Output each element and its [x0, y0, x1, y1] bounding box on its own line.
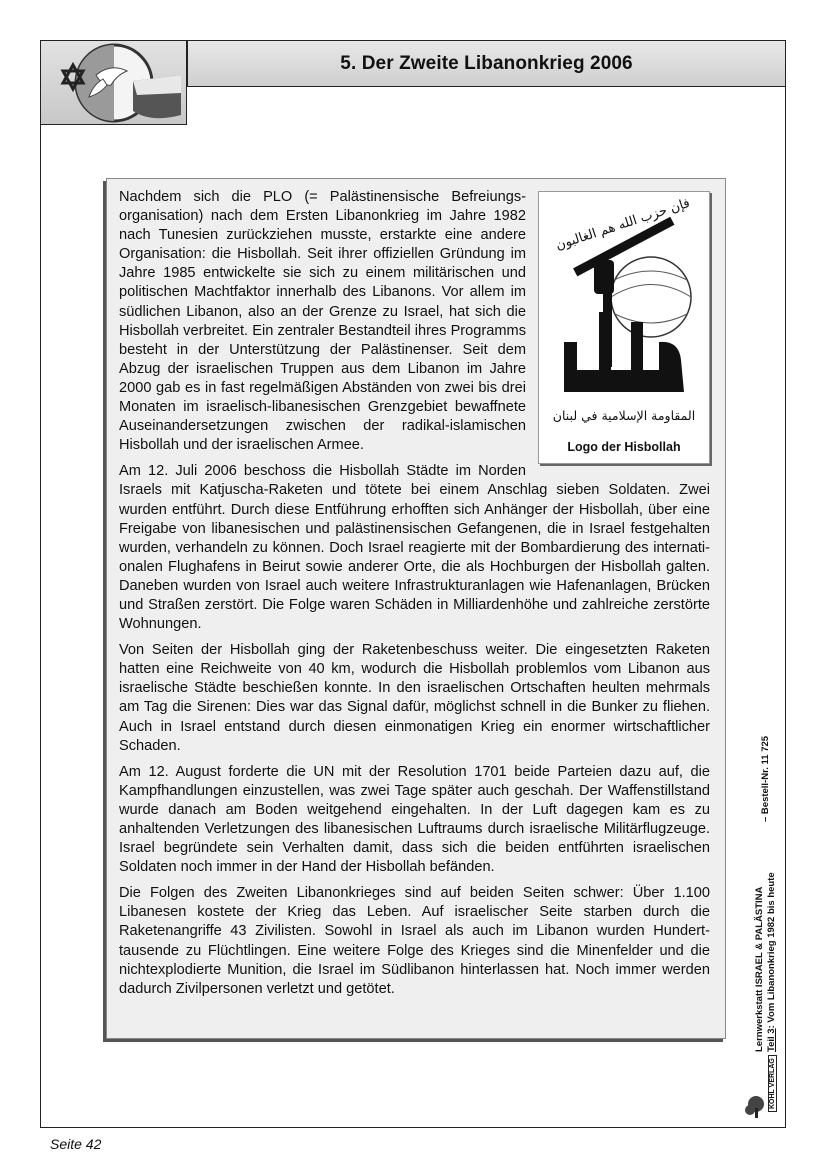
series-part-label: Teil 3: [766, 1028, 777, 1052]
chapter-header: [187, 41, 785, 87]
paragraph-3: Von Seiten der Hisbollah ging der Raketenbeschuss weiter. Die eingesetzten Raketen hatten eine Reichweite von 40 km, wodurch die Hisbollah problemlos vom Libanon aus israelische Städte beschießen konnte. In den israelischen Ortschaften heulten mehrmals am Tag die Sirenen: Dies war das Signal dafür, möglichst schnell in die Bunker zu fliehen. Auch in Israel entstand durch diesen einmonatigen Krieg ein enormer wirtschaftlicher Schaden.: [119, 642, 710, 754]
logo-caption: Logo der Hisbollah: [567, 439, 681, 454]
series-title: Lernwerkstatt ISRAEL & PALÄSTINA: [754, 886, 765, 1052]
paragraph-5: Die Folgen des Zweiten Libanonkrieges sind auf beiden Seiten schwer: Über 1.100 Libanesen kostete der Krieg das Leben. Auf israelischer Seite starben durch die Raketenangriffe 43 Zivilisten. Sowohl in Israel als auch im Libanon wurden Hunderttausende zu Flüchtlingen. Eine weitere Folge des Krieges sind die Minenfelder und die nichtexplodierte Munition, die Israel im Südlibanon hinterlassen hat. Noch immer werden dadurch Zivilpersonen verletzt und getötet.: [119, 885, 710, 997]
article-body: [119, 188, 710, 1006]
logo-arabic-top: فإن حزب الله هم الغالبون: [554, 195, 692, 254]
chapter-emblem: [41, 41, 187, 125]
hisbollah-logo-icon: [539, 192, 709, 432]
hisbollah-logo-figure: [538, 191, 710, 464]
paragraph-2: Am 12. Juli 2006 beschoss die Hisbollah Städte im Norden Israels mit Katjuscha-Raketen und tötete bei einem Anschlag sieben Soldaten. Zwei wurden entführt. Durch diese Entführung erhofften sich Anhänger der Hisbollah, über eine Freigabe von libanesischen und palästinensischen Gefangenen, die in Israel festgehalten wurden, verhandeln zu können. Doch Israel reagierte mit der Bombardierung des internationalen Flughafens in Beirut sowie anderer Orte, die als Hochburgen der Hisbollah galten. Daneben wurden von Israel auch weitere Infrastrukturanlagen wie Hafenanlagen, Brücken und Straßen zerstört. Die Folge waren Schäden in Milliardenhöhe und zahlreiche zerstörte Wohnungen.: [119, 463, 710, 633]
logo-arabic-bottom: المقاومة الإسلامية في لبنان: [552, 408, 696, 423]
publisher-label: KOHL VERLAG: [768, 1055, 777, 1112]
dove-star-emblem-icon: [41, 41, 187, 125]
paragraph-1: Nachdem sich die PLO (= Palästinensische Befreiungsorganisation) nach dem Ersten Libanonkrieg im Jahre 1982 nach Tunesien zurückziehen musste, erstarkte eine andere Organisation: die Hisbollah. Seit ihrer offiziellen Gründung im Jahre 1985 entwickelte sie sich zu einem militärischen und politischen Machtfaktor innerhalb des Libanons. Vor allem im südlichen Libanon, also an der Grenze zu Israel, hat sich die Hisbollah verbreitet. Ein zentraler Bestandteil ihres Programms besteht in der Unterstützung der Palästinenser. Seit dem Abzug der israelischen Truppen aus dem Libanon im Jahre 2000 gab es in fast regelmäßigen Abständen von zwei bis drei Monaten im israelisch-libanesischen Grenzgebiet bewaffnete Auseinandersetzungen zwischen der radikal-islamischen Hisbollah und der israelischen Armee.: [119, 189, 526, 454]
page-title: 5. Der Zweite Libanonkrieg 2006: [340, 52, 633, 74]
paragraph-4: Am 12. August forderte die UN mit der Resolution 1701 beide Parteien dazu auf, die Kampfhandlungen einzustellen, was zwei Tage später auch geschah. Der Waffenstillstand wurde danach am Boden weitgehend eingehalten. In der Luft dagegen kam es zu anhaltenden Verletzungen des libanesischen Luftraums durch israelische Militärflugzeuge. Israel begründete sein Verhalten damit, dass sich die beiden entführten israelischen Soldaten noch immer in der Hand der Hisbollah befänden.: [119, 763, 710, 876]
page-number: Seite 42: [50, 1136, 102, 1152]
series-part-rest: : Vom Libanonkrieg 1982 bis heute: [766, 872, 777, 1029]
order-number: – Bestell-Nr. 11 725: [760, 735, 771, 822]
